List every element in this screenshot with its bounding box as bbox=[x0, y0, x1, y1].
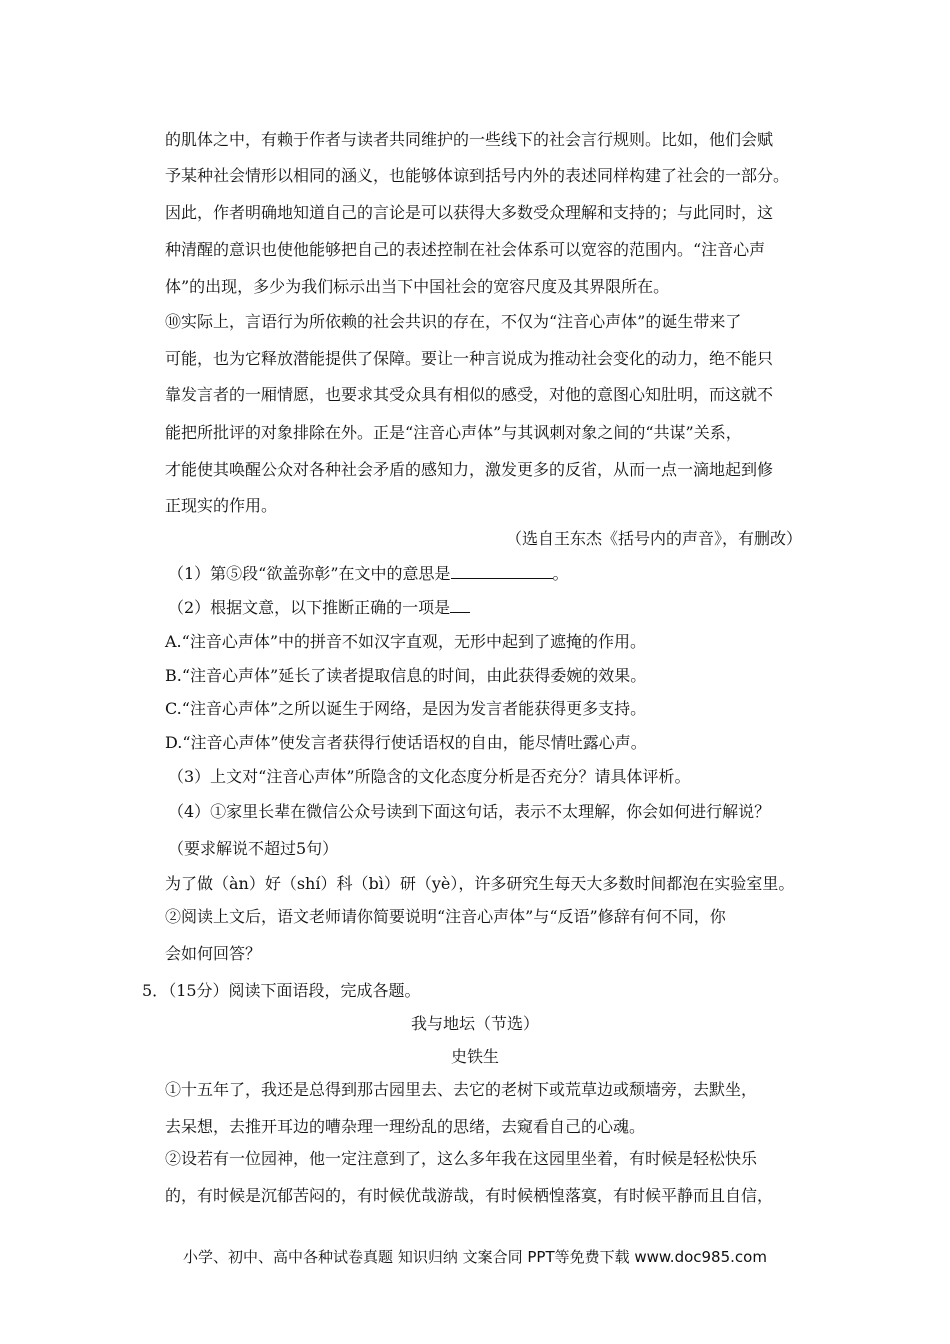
page-footer: 小学、初中、高中各种试卷真题 知识归纳 文案合同 PPT等免费下载 www.doc985.com bbox=[183, 1248, 767, 1266]
article-title: 我与地坛（节选） bbox=[410, 1014, 539, 1033]
question-3: （3）上文对“注音心声体”所隐含的文化态度分析是否充分？请具体评析。 bbox=[168, 767, 691, 786]
text-line: 的肌体之中，有赖于作者与读者共同维护的一些线下的社会言行规则。比如，他们会赋 bbox=[165, 130, 774, 149]
question-number: 5． bbox=[142, 981, 169, 1000]
question-2 bbox=[168, 597, 470, 618]
answer-blank bbox=[450, 597, 470, 613]
text-line: ⑩实际上，言语行为所依赖的社会共识的存在，不仅为“注音心声体”的诞生带来了 bbox=[165, 312, 742, 331]
question-4-part-2: ②阅读上文后，语文老师请你简要说明“注音心声体”与“反语”修辞有何不同，你 bbox=[165, 907, 726, 926]
source-note: （选自王东杰《括号内的声音》，有删改） bbox=[505, 529, 802, 548]
text-line: 靠发言者的一厢情愿，也要求其受众具有相似的感受，对他的意图心知肚明，而这就不 bbox=[165, 385, 774, 404]
text-line: 正现实的作用。 bbox=[165, 496, 278, 515]
answer-blank bbox=[451, 563, 553, 579]
question-1-suffix: 。 bbox=[552, 564, 569, 583]
article-line: 的，有时候是沉郁苦闷的，有时候优哉游哉，有时候栖惶落寞，有时候平静而且自信， bbox=[165, 1186, 774, 1205]
article-author: 史铁生 bbox=[450, 1047, 499, 1066]
text-line: 予某种社会情形以相同的涵义，也能够体谅到括号内外的表述同样构建了社会的一部分。 bbox=[165, 166, 790, 185]
example-sentence: 为了做（àn）好（shí）科（bì）研（yè），许多研究生每天大多数时间都泡在实验室里。 bbox=[165, 874, 795, 893]
question-5-text: （15分）阅读下面语段，完成各题。 bbox=[168, 981, 421, 1000]
option-c: C.“注音心声体”之所以诞生于网络，是因为发言者能获得更多支持。 bbox=[165, 699, 647, 718]
option-a: A.“注音心声体”中的拼音不如汉字直观，无形中起到了遮掩的作用。 bbox=[165, 632, 647, 651]
question-1 bbox=[168, 563, 569, 584]
text-line: 种清醒的意识也使他能够把自己的表述控制在社会体系可以宽容的范围内。“注音心声 bbox=[165, 240, 766, 259]
question-4-requirement: （要求解说不超过5句） bbox=[168, 839, 339, 858]
question-2-text: （2）根据文意，以下推断正确的一项是 bbox=[168, 598, 451, 617]
text-line: 体”的出现，多少为我们标示出当下中国社会的宽容尺度及其界限所在。 bbox=[165, 277, 670, 296]
option-b: B.“注音心声体”延长了读者提取信息的时间，由此获得委婉的效果。 bbox=[165, 666, 647, 685]
text-line: 可能，也为它释放潜能提供了保障。要让一种言说成为推动社会变化的动力，绝不能只 bbox=[165, 349, 774, 368]
text-line: 才能使其唤醒公众对各种社会矛盾的感知力，激发更多的反省，从而一点一滴地起到修 bbox=[165, 460, 774, 479]
text-line: 因此，作者明确地知道自己的言论是可以获得大多数受众理解和支持的；与此同时，这 bbox=[165, 203, 774, 222]
question-1-text: （1）第⑤段“欲盖弥彰”在文中的意思是 bbox=[168, 564, 451, 583]
article-line: 去呆想，去推开耳边的嘈杂理一理纷乱的思绪，去窥看自己的心魂。 bbox=[165, 1117, 646, 1136]
option-d: D.“注音心声体”使发言者获得行使话语权的自由，能尽情吐露心声。 bbox=[165, 733, 647, 752]
article-line: ②设若有一位园神，他一定注意到了，这么多年我在这园里坐着，有时候是轻松快乐 bbox=[165, 1149, 758, 1168]
question-5-header bbox=[142, 981, 421, 1001]
question-4: （4）①家里长辈在微信公众号读到下面这句话，表示不太理解，你会如何进行解说？ bbox=[168, 802, 771, 821]
question-4-part-2: 会如何回答？ bbox=[165, 944, 262, 963]
article-line: ①十五年了，我还是总得到那古园里去、去它的老树下或荒草边或颓墙旁，去默坐， bbox=[165, 1080, 758, 1099]
text-line: 能把所批评的对象排除在外。正是“注音心声体”与其讽刺对象之间的“共谋”关系， bbox=[165, 423, 742, 442]
